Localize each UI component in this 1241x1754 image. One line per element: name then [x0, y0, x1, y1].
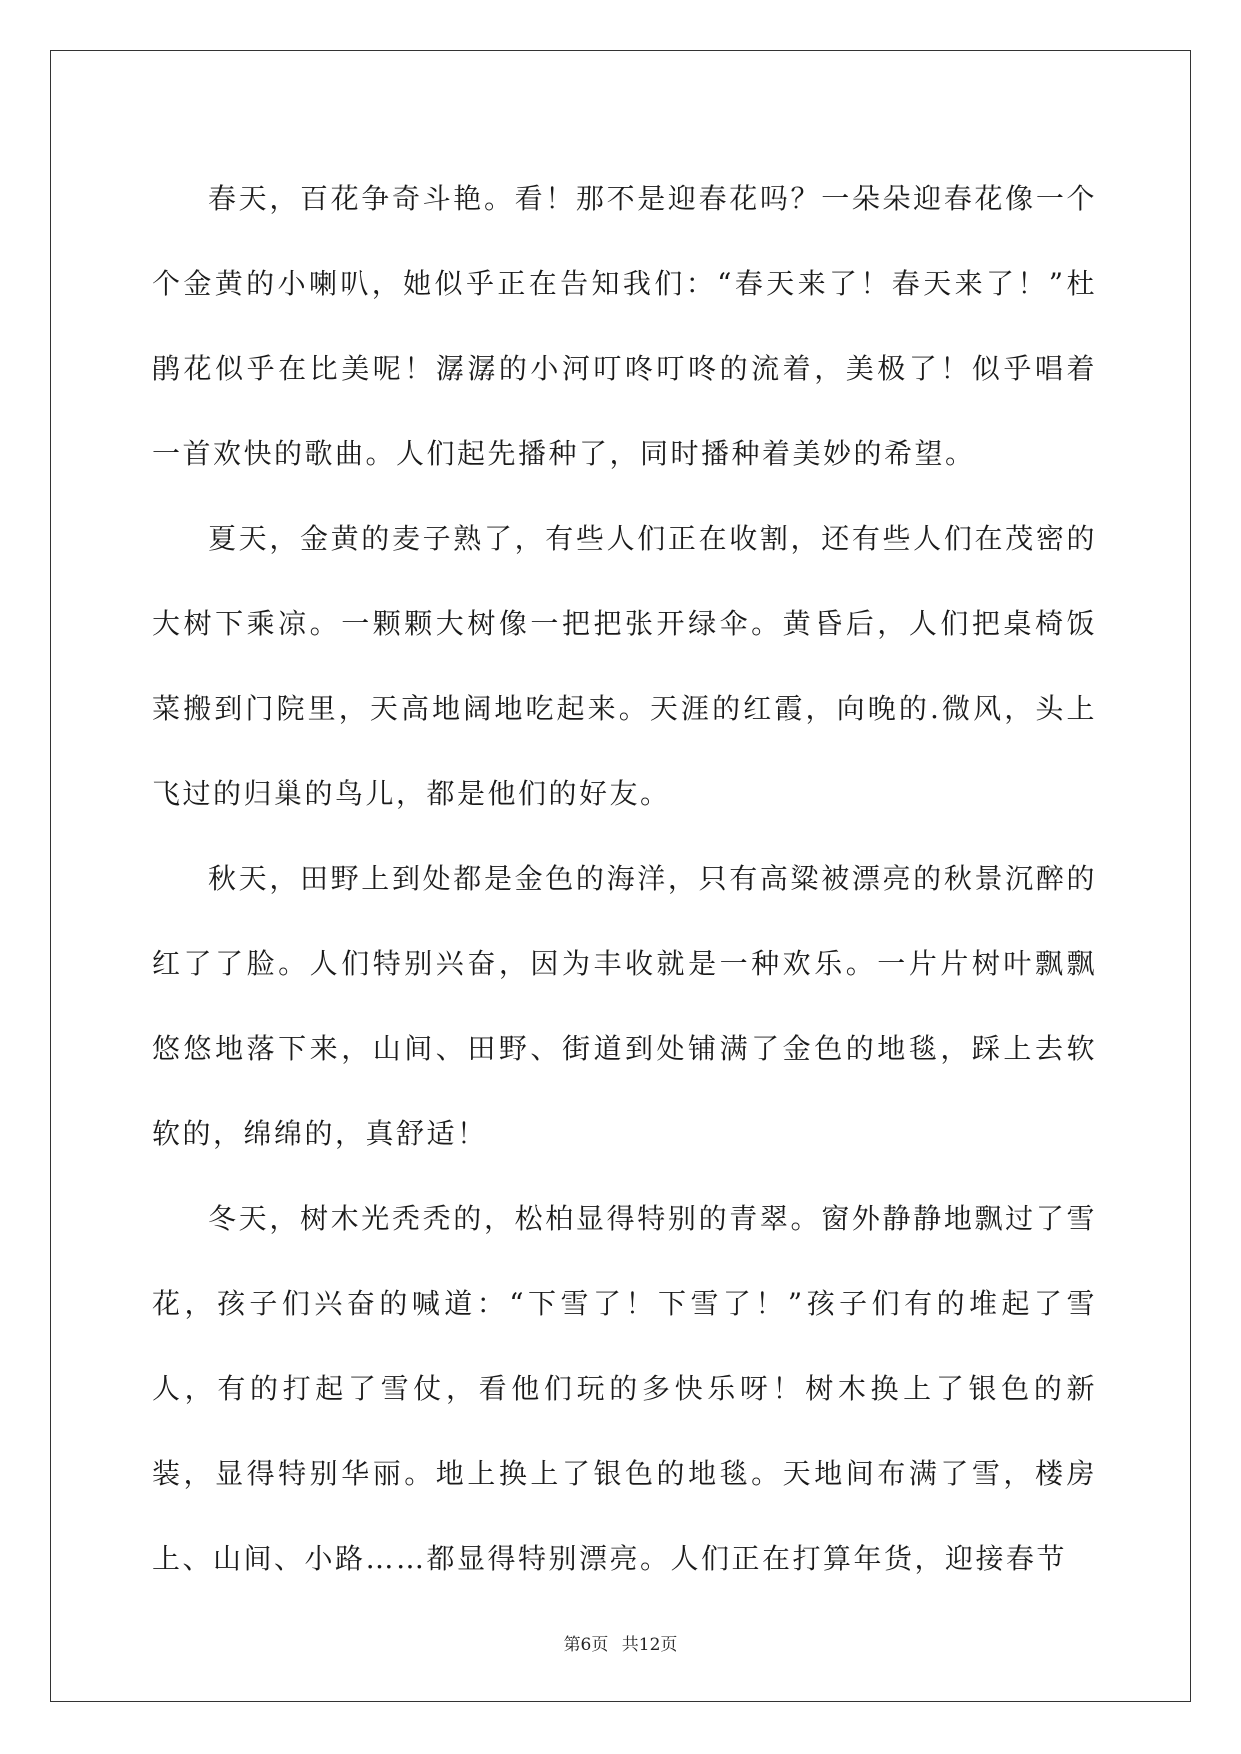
- page-total: 共12页: [621, 1635, 678, 1655]
- paragraph-winter: 冬天，树木光秃秃的，松柏显得特别的青翠。窗外静静地飘过了雪花，孩子们兴奋的喊道：“下雪了！下雪了！”孩子们有的堆起了雪人，有的打起了雪仗，看他们玩的多快乐呀！树木换上了银色的新装，显得特别华丽。地上换上了银色的地毯。天地间布满了雪，楼房上、山间、小路……都显得特别漂亮。人们正在打算年货，迎接春节: [152, 1202, 1097, 1575]
- page-footer: [0, 1630, 1241, 1655]
- paragraph-autumn: 秋天，田野上到处都是金色的海洋，只有高粱被漂亮的秋景沉醉的红了了脸。人们特别兴奋，因为丰收就是一种欢乐。一片片树叶飘飘悠悠地落下来，山间、田野、街道到处铺满了金色的地毯，踩上去软软的，绵绵的，真舒适！: [152, 862, 1097, 1150]
- paragraph-spring: 春天，百花争奇斗艳。看！那不是迎春花吗？一朵朵迎春花像一个个金黄的小喇叭，她似乎正在告知我们：“春天来了！春天来了！”杜鹃花似乎在比美呢！潺潺的小河叮咚叮咚的流着，美极了！似乎唱着一首欢快的歌曲。人们起先播种了，同时播种着美妙的希望。: [152, 182, 1097, 470]
- page-number: 第6页: [563, 1635, 609, 1655]
- paragraph-summer: 夏天，金黄的麦子熟了，有些人们正在收割，还有些人们在茂密的大树下乘凉。一颗颗大树像一把把张开绿伞。黄昏后，人们把桌椅饭菜搬到门院里，天高地阔地吃起来。天涯的红霞，向晚的.微风，头上飞过的归巢的鸟儿，都是他们的好友。: [152, 522, 1097, 810]
- document-body: [152, 156, 1097, 1601]
